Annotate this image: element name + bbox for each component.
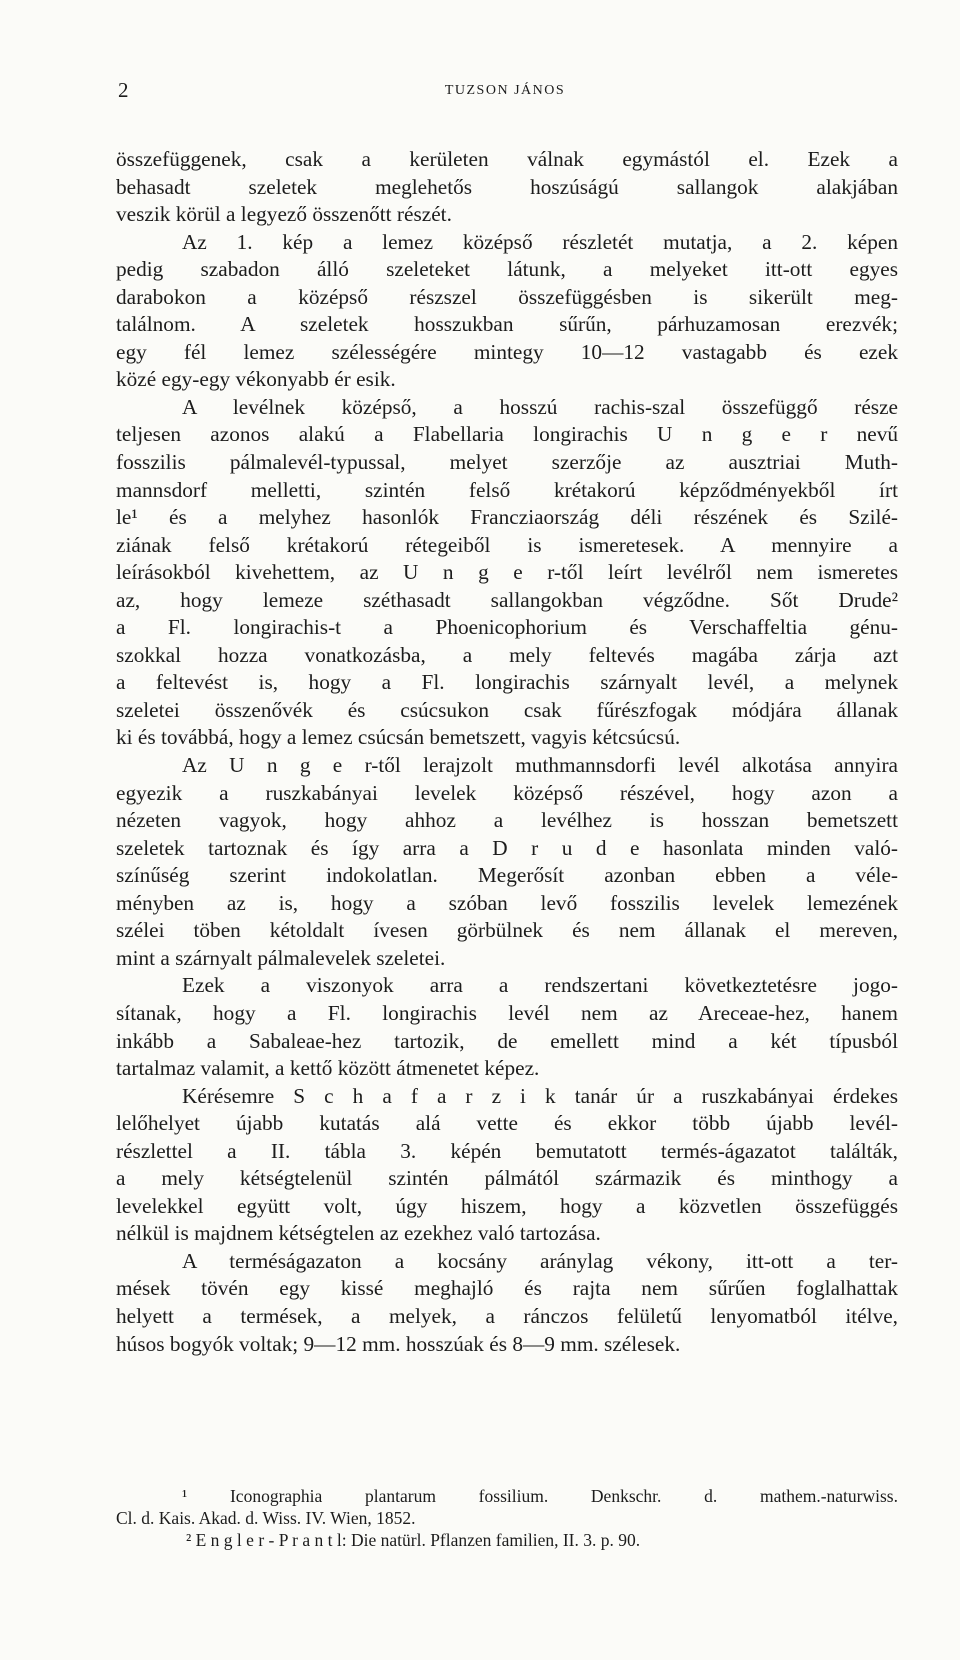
text-line: teljesen azonos alakú a Flabellaria longirachis U n g e r nevű (116, 422, 898, 447)
footnote-line: ² E n g l e r - P r a n t l: Die natürl. Pflanzen familien, II. 3. p. 90. (186, 1530, 641, 1550)
running-title: TUZSON JÁNOS (444, 83, 566, 98)
page-number: 2 (118, 78, 129, 102)
text-line: inkább a Sabaleae-hez tartozik, de emellett mind a két típusból (116, 1028, 898, 1053)
text-line: színűség szerint indokolatlan. Megerősít azonban ebben a véle- (116, 863, 898, 888)
text-line: találnom. A szeletek hosszukban sűrűn, párhuzamosan erezvék; (116, 312, 898, 337)
text-line: egy fél lemez szélességére mintegy 10—12 vastagabb és ezek (116, 339, 898, 364)
text-line: a Fl. longirachis-t a Phoenicophorium és Verschaffeltia génu- (116, 615, 898, 640)
text-line: szeletei összenővék és csúcsukon csak fűrészfogak módjára állanak (116, 697, 898, 722)
text-line: a feltevést is, hogy a Fl. longirachis szárnyalt levél, a melynek (116, 670, 898, 695)
text-line: Kérésemre S c h a f a r z i k tanár úr a ruszkabányai érdekes (182, 1083, 898, 1108)
page-header (118, 78, 892, 100)
text-line: pedig szabadon álló szeleteket látunk, a melyeket itt-ott egyes (116, 257, 898, 282)
text-line: nézeten vagyok, hogy ahhoz a levélhez is hosszan bemetszett (116, 808, 898, 833)
text-line: Az 1. kép a lemez középső részletét mutatja, a 2. képen (182, 229, 898, 254)
text-line: fosszilis pálmalevél-typussal, melyet szerzője az ausztriai Muth- (116, 450, 898, 475)
text-line: az, hogy lemeze széthasadt sallangokban végződne. Sőt Drude² (116, 587, 898, 612)
text-line: sítanak, hogy a Fl. longirachis levél nem az Areceae-hez, hanem (116, 1000, 898, 1025)
footnotes (116, 1485, 898, 1551)
text-line: darabokon a középső részszel összefüggésben is sikerült meg- (116, 284, 898, 309)
text-line: A levélnek középső, a hosszú rachis-szal összefüggő része (182, 394, 898, 419)
text-line: a mely kétségtelenül szintén pálmától származik és minthogy a (116, 1166, 898, 1191)
footnote-line: Cl. d. Kais. Akad. d. Wiss. IV. Wien, 1852. (116, 1508, 416, 1528)
text-line: mannsdorf melletti, szintén felső krétakorú képződményekből írt (116, 477, 898, 502)
text-line: részlettel a II. tábla 3. képén bemutatott termés-ágazatot találták, (116, 1138, 898, 1163)
text-line: ziának felső krétakorú rétegeiből is ismeretesek. A mennyire a (116, 532, 898, 557)
text-line: ki és továbbá, hogy a lemez csúcsán bemetszett, vagyis kétcsúcsú. (116, 725, 681, 750)
text-line: le¹ és a melyhez hasonlók Francziaország déli részének és Szilé- (116, 505, 898, 530)
text-line: összefüggenek, csak a kerületen válnak egymástól el. Ezek a (116, 147, 898, 171)
footnote-line: ¹ Iconographia plantarum fossilium. Denkschr. d. mathem.-naturwiss. (182, 1486, 898, 1506)
text-line: lelőhelyet újabb kutatás alá vette és ekkor több újabb levél- (116, 1111, 898, 1136)
text-line: levelekkel együtt volt, úgy hiszem, hogy a közvetlen összefüggés (116, 1193, 898, 1218)
text-line: A terméságazaton a kocsány aránylag vékony, itt-ott a ter- (182, 1248, 898, 1273)
text-line: nélkül is majdnem kétségtelen az ezekhez való tartozása. (116, 1221, 601, 1246)
text-line: egyezik a ruszkabányai levelek középső részével, hogy azon a (116, 780, 898, 805)
text-line: tartalmaz valamit, a kettő között átmenetet képez. (116, 1056, 540, 1081)
text-line: Ezek a viszonyok arra a rendszertani következtetésre jogo- (182, 973, 898, 998)
text-line: behasadt szeletek meglehetős hoszúságú sallangok alakjában (116, 174, 898, 199)
text-line: mint a szárnyalt pálmalevelek szeletei. (116, 945, 446, 970)
text-line: ményben az is, hogy a szóban levő fosszilis levelek lemezének (116, 890, 898, 915)
text-line: szélei töben kétoldalt ívesen görbülnek és nem állanak el mereven, (116, 918, 898, 943)
text-line: Az U n g e r-től lerajzolt muthmannsdorfi levél alkotása annyira (182, 753, 898, 778)
text-line: mések tövén egy kissé meghajló és rajta nem sűrűen foglalhattak (116, 1276, 898, 1301)
text-line: helyett a termések, a melyek, a ránczos felületű lenyomatból itélve, (116, 1303, 898, 1328)
body-text (116, 146, 898, 1358)
text-line: húsos bogyók voltak; 9—12 mm. hosszúak és 8—9 mm. szélesek. (116, 1331, 681, 1356)
text-line: veszik körül a legyező összenőtt részét. (116, 202, 452, 227)
text-line: közé egy-egy vékonyabb ér esik. (116, 367, 396, 392)
text-line: szokkal hozza vonatkozásba, a mely feltevés magába zárja azt (116, 642, 898, 667)
text-line: szeletek tartoznak és így arra a D r u d e hasonlata minden való- (116, 835, 898, 860)
text-line: leírásokból kivehettem, az U n g e r-től leírt levélről nem ismeretes (116, 560, 898, 585)
